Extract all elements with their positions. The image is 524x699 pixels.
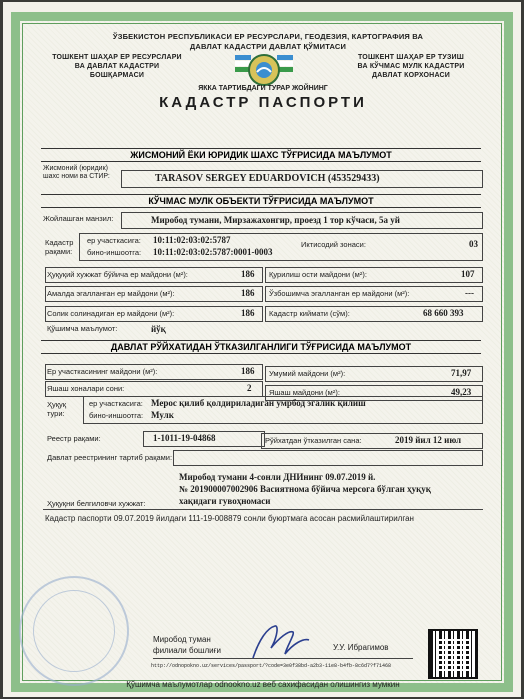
right-type-label-2: тури: [47,409,65,418]
economic-zone-value: 03 [469,239,478,249]
document-subtitle: ЯККА ТАРТИБДАГИ ТУРАР ЖОЙНИНГ [198,85,328,92]
basis-text-line-1: Миробод тумани 4-сонли ДНИнинг 09.07.2019 й. [179,472,376,482]
ministry-line-1: ЎЗБЕКИСТОН РЕСПУБЛИКАСИ ЕР РЕСУРСЛАРИ, ГЕОДЕЗИЯ, КАРТОГРАФИЯ ВА [112,32,424,41]
cadastre-passport-document [3,2,521,697]
cadastre-value-amount: 68 660 393 [423,308,464,318]
divider [43,509,483,510]
registry-date-label: Рўйхатдан ўтказилган сана: [265,436,362,445]
built-area-box [265,267,483,283]
right-type-label-1: Ҳуқуқ [47,400,67,409]
address-label: Жойлашган манзил: [43,214,114,223]
cadastre-number-label-1: Кадастр [45,238,74,247]
built-area-value: 107 [461,269,475,279]
order-number-label: Давлат реестрининг тартиб рақами: [47,453,173,462]
signatory-position-line-2: филиали бошлиғи [153,646,221,655]
total-area-value: 71,97 [451,368,472,378]
registry-number-value: 1-1011-19-04868 [153,433,216,443]
cadastre-number-label-2: рақами: [45,247,73,256]
section-heading-person: ЖИСМОНИЙ ЁКИ ЮРИДИК ШАХС ТЎҒРИСИДА МАЪЛУМОТ [41,148,481,162]
land-area-box [45,364,263,380]
land-area-value: 186 [241,366,255,376]
official-seal-icon [19,576,129,686]
doc-area-box [45,267,263,283]
land-area-label: Ер участкасининг майдони (м²): [47,367,158,376]
doc-area-value: 186 [241,269,255,279]
basis-text-line-3: хақидаги гувоҳномаси [179,496,271,506]
document-title: КАДАСТР ПАСПОРТИ [159,94,367,111]
right-land-value: Мерос қилиб қолдириладиган умрбод эгалик қилиш [151,398,366,408]
owner-label-line-2: шахс номи ва СТИР: [43,173,110,180]
actual-area-box [45,286,263,302]
unauthorized-area-label: Ўзбошимча эгалланган ер майдони (м²): [269,289,410,298]
section-heading-property: КЎЧМАС МУЛК ОБЪЕКТИ ТЎҒРИСИДА МАЪЛУМОТ [41,194,481,208]
footer-note: Кадастр паспорти 09.07.2019 йилдаги 111-19-008879 сонли буюртмага асосан расмийлаштирилган [45,514,414,523]
signatory-position-line-1: Миробод туман [153,635,211,644]
building-label: бино-иншоотга: [87,248,142,257]
encumbrance-value: йўқ [151,324,166,334]
right-authority-line-1: ТОШКЕНТ ШАҲАР ЕР ТУЗИШ [358,54,464,61]
owner-name-value: TARASOV SERGEY EDUARDOVICH (453529433) [155,173,380,184]
verification-url: http://odnopokno.uz/services/passport/?code=3e0f38bd-a2b3-11e8-b4fb-8c6d7?f71468 [151,663,392,669]
right-building-label: бино-иншоотга: [89,411,144,420]
signature-icon [249,620,313,664]
cadastre-value-label: Кадастр киймати (сўм): [269,309,350,318]
built-area-label: Қурилиш ости майдони (м²): [269,270,367,279]
basis-label: Ҳуқуқни белгиловчи хужжат: [47,499,146,508]
rooms-box [45,381,263,397]
encumbrance-label: Қўшимча маълумот: [47,324,118,333]
order-number-box [173,450,483,466]
right-authority-line-3: ДАВЛАТ КОРХОНАСИ [371,72,451,79]
bottom-info-line: Қўшимча маълумотлар odnookno.uz веб сахифасидан олишингиз мумкин [126,680,400,689]
left-authority-line-3: БОШҚАРМАСИ [89,72,145,79]
left-authority-line-1: ТОШКЕНТ ШАҲАР ЕР РЕСУРСЛАРИ [52,54,182,61]
actual-area-label: Амалда эгалланган ер майдони (м²): [47,289,175,298]
building-number: 10:11:02:03:02:5787:0001-0003 [153,247,273,257]
land-plot-label: ер участкасига: [87,236,141,245]
doc-area-label: Ҳуқуқий хужжат бўйича ер майдони (м²): [47,270,188,279]
right-land-label: ер участкасига: [89,399,143,408]
signatory-name: У.У. Ибрагимов [333,643,389,652]
address-value: Миробод тумани, Мирзажахонгир, проезд 1 тор кўчаси, 5а уй [151,215,400,225]
taxable-area-value: 186 [241,308,255,318]
section-heading-registration: ДАВЛАТ РЎЙХАТИДАН ЎТКАЗИЛГАНЛИГИ ТЎҒРИСИДА МАЪЛУМОТ [41,340,481,354]
rooms-value: 2 [247,383,252,393]
unauthorized-area-value: --- [465,288,474,298]
right-building-value: Мулк [151,410,174,420]
left-authority-line-2: ВА ДАВЛАТ КАДАСТРИ [74,63,160,70]
registry-date-value: 2019 йил 12 июл [395,435,462,445]
qr-code-icon [428,629,478,679]
land-plot-number: 10:11:02:03:02:5787 [153,235,231,245]
registry-number-label: Реестр рақами: [47,434,101,443]
basis-text-line-2: № 201900007002906 Васиятнома бўйича мерсога бўлган ҳуқуқ [179,484,431,494]
taxable-area-label: Солик солинадиган ер майдони (м²): [47,309,175,318]
owner-label-line-1: Жисмоний (юридик) [43,165,108,172]
taxable-area-box [45,306,263,322]
economic-zone-label: Иктисодий зонаси: [301,240,366,249]
rooms-label: Яшаш хоналари сони: [47,384,125,393]
right-authority-line-2: ВА КЎЧМАС МУЛК КАДАСТРИ [357,63,465,70]
living-area-value: 49,23 [451,387,472,397]
unauthorized-area-box [265,286,483,302]
total-area-label: Умумий майдони (м²): [269,369,346,378]
living-area-label: Яшаш майдони (м²): [269,388,340,397]
actual-area-value: 186 [241,288,255,298]
ministry-line-2: ДАВЛАТ КАДАСТРИ ДАВЛАТ ҚЎМИТАСИ [189,42,347,51]
